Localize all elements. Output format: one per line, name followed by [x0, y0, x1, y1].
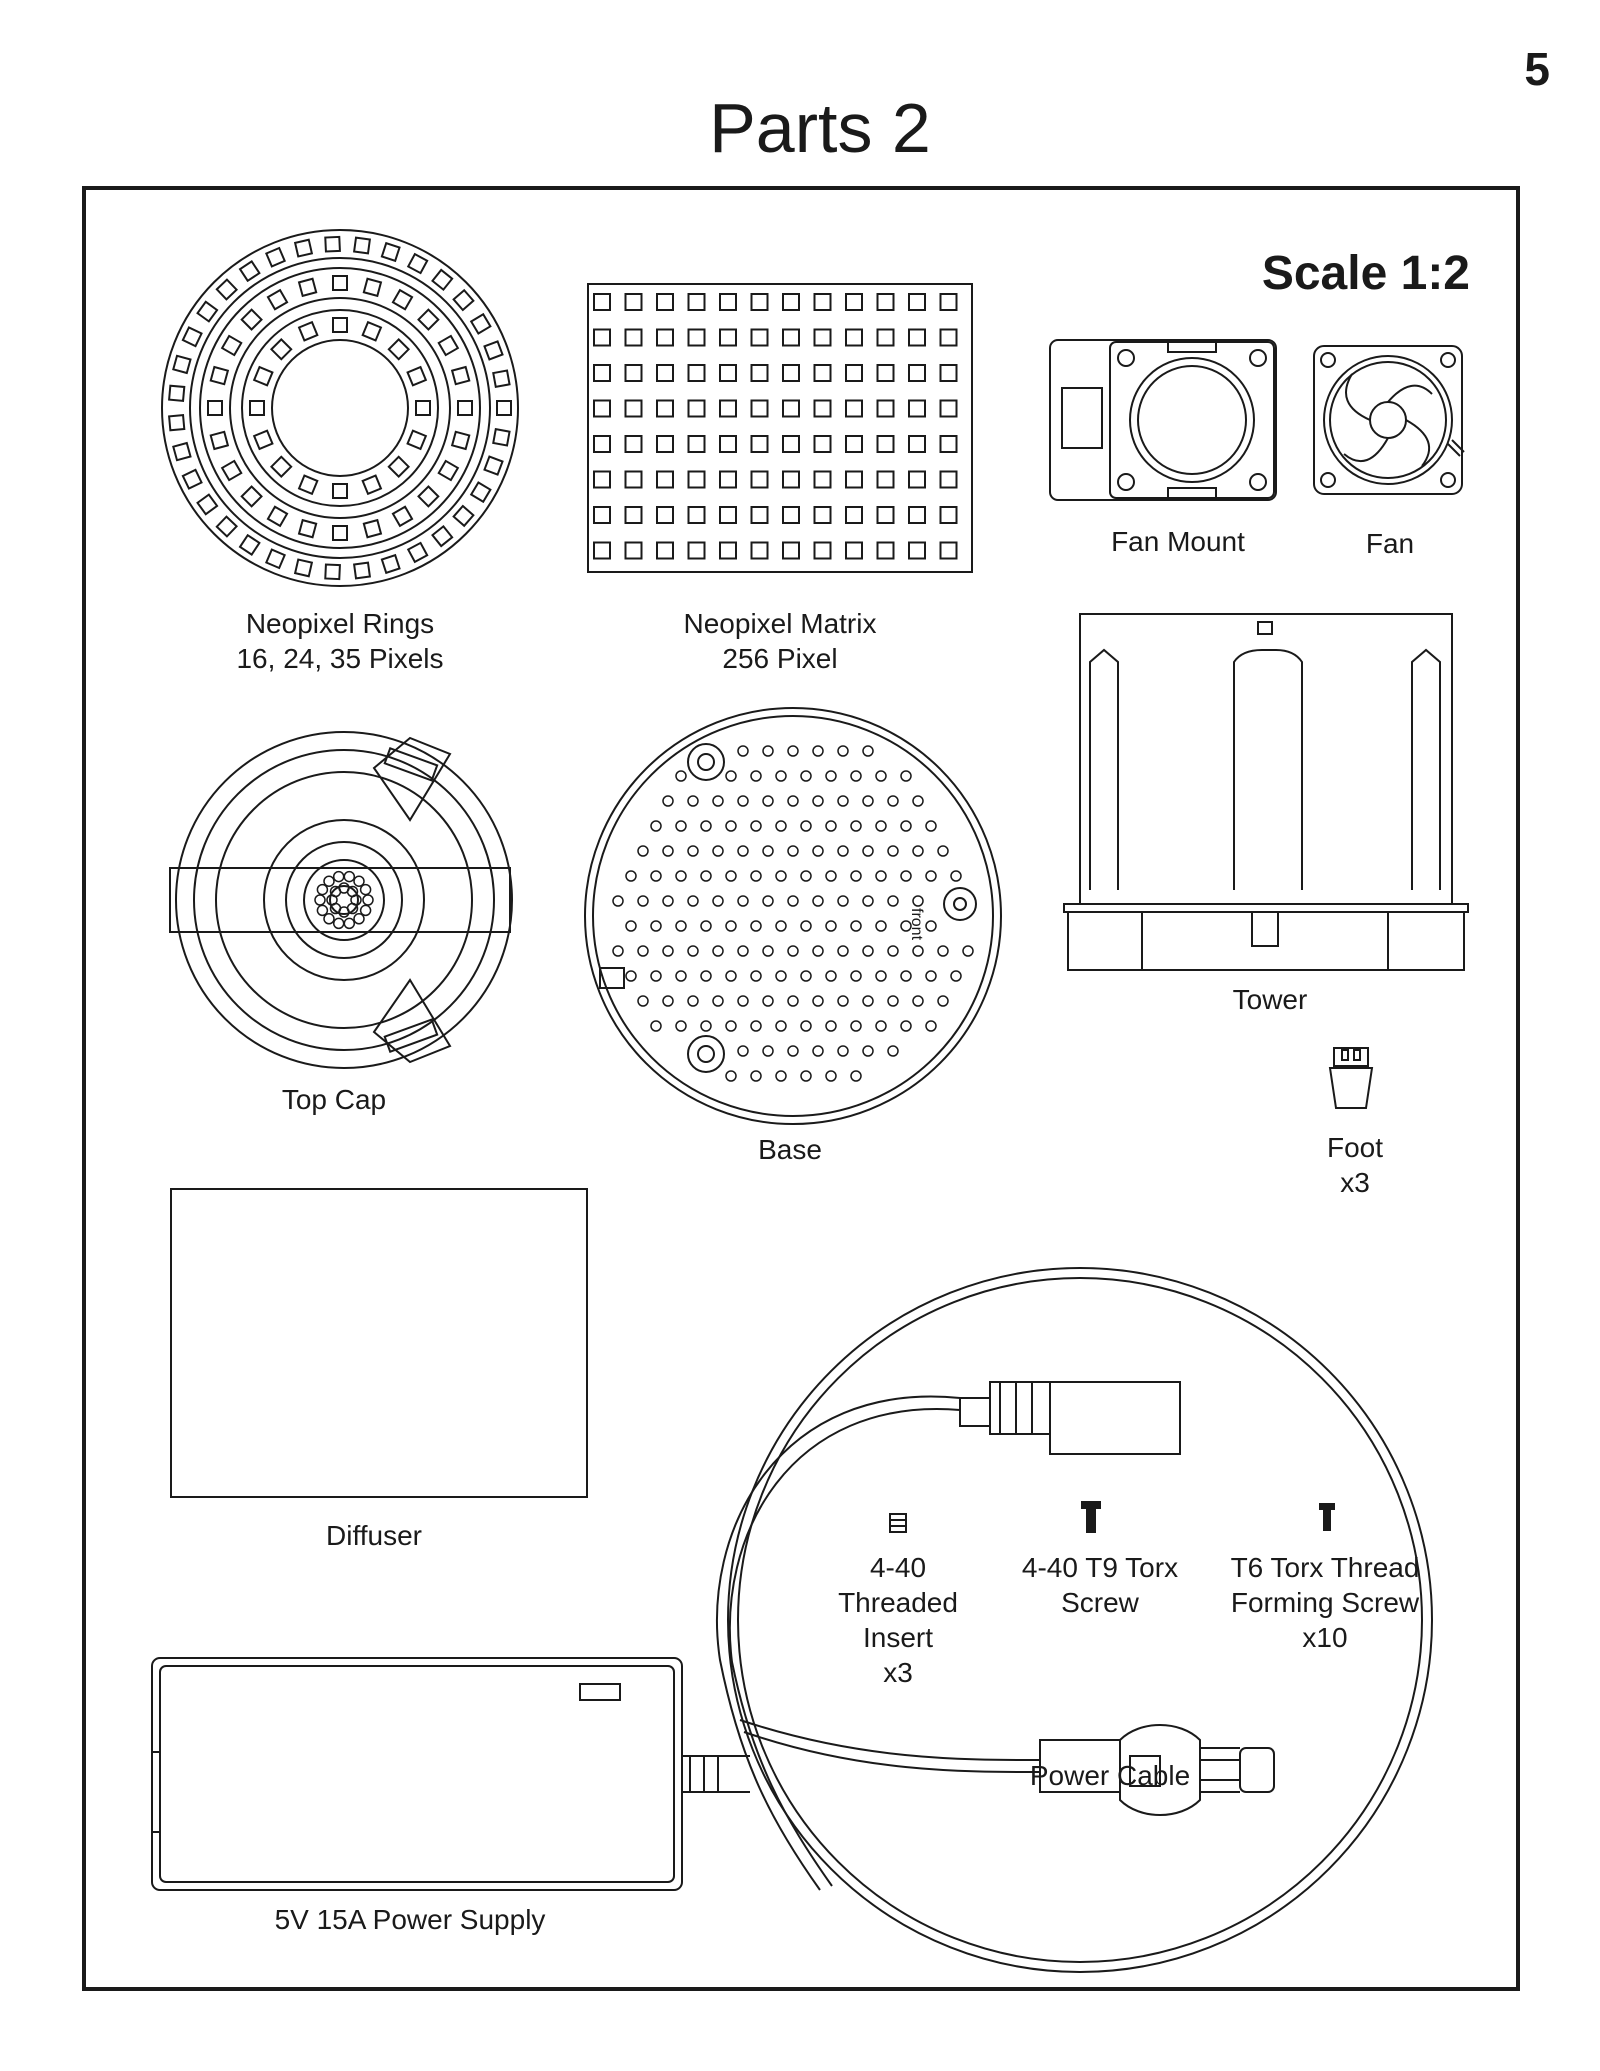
threaded-insert-drawing	[888, 1512, 908, 1534]
neopixel-rings-pixels: 16, 24, 35 Pixels	[236, 643, 444, 674]
top-cap-label: Top Cap	[281, 1084, 387, 1115]
t6-screw-quantity: x10	[1302, 1622, 1348, 1653]
tower-drawing	[1062, 610, 1470, 974]
foot-drawing	[1328, 1046, 1374, 1110]
neopixel-matrix-pixels: 256 Pixel	[722, 643, 838, 674]
neopixel-rings-drawing	[160, 228, 520, 588]
power-supply-drawing	[150, 1656, 750, 1892]
diffuser-drawing	[170, 1188, 588, 1498]
fan-drawing	[1312, 344, 1464, 496]
t9-screw-line1: 4-40 T9 Torx	[1021, 1552, 1179, 1583]
t6-screw-line1: T6 Torx Thread	[1230, 1552, 1420, 1583]
threaded-insert-quantity: x3	[883, 1657, 913, 1688]
t6-screw-line2: Forming Screw	[1230, 1587, 1420, 1618]
foot-title: Foot	[1326, 1132, 1384, 1163]
neopixel-rings-title: Neopixel Rings	[245, 608, 435, 639]
page-title: Parts 2	[709, 89, 931, 167]
power-cable-label: Power Cable	[1029, 1760, 1191, 1791]
power-supply-label: 5V 15A Power Supply	[274, 1904, 546, 1935]
t9-screw-line2: Screw	[1061, 1587, 1139, 1618]
t9-screw-drawing	[1080, 1500, 1102, 1534]
t6-screw-drawing	[1318, 1502, 1336, 1532]
foot-label	[1290, 1130, 1420, 1200]
threaded-insert-line1: 4-40	[869, 1552, 927, 1583]
foot-quantity: x3	[1340, 1167, 1370, 1198]
page-number: 5	[1524, 43, 1550, 95]
base-front-text: front	[908, 908, 925, 941]
threaded-insert-label	[818, 1550, 978, 1690]
top-cap-drawing	[160, 728, 530, 1072]
threaded-insert-line2: Threaded	[838, 1587, 958, 1618]
threaded-insert-line3: Insert	[862, 1622, 934, 1653]
tower-label: Tower	[1232, 984, 1308, 1015]
neopixel-rings-label	[200, 606, 480, 676]
fan-mount-drawing	[1048, 338, 1278, 502]
base-drawing	[582, 702, 1004, 1130]
base-label: Base	[758, 1134, 822, 1165]
t6-screw-label	[1210, 1550, 1440, 1655]
scale-label: Scale 1:2	[1261, 247, 1470, 300]
neopixel-matrix-title: Neopixel Matrix	[683, 608, 877, 639]
fan-label: Fan	[1365, 528, 1415, 559]
fan-mount-label: Fan Mount	[1111, 526, 1245, 557]
t9-screw-label	[1000, 1550, 1200, 1620]
neopixel-matrix-label	[640, 606, 920, 676]
diffuser-label: Diffuser	[326, 1520, 422, 1551]
neopixel-matrix-drawing	[584, 280, 976, 576]
